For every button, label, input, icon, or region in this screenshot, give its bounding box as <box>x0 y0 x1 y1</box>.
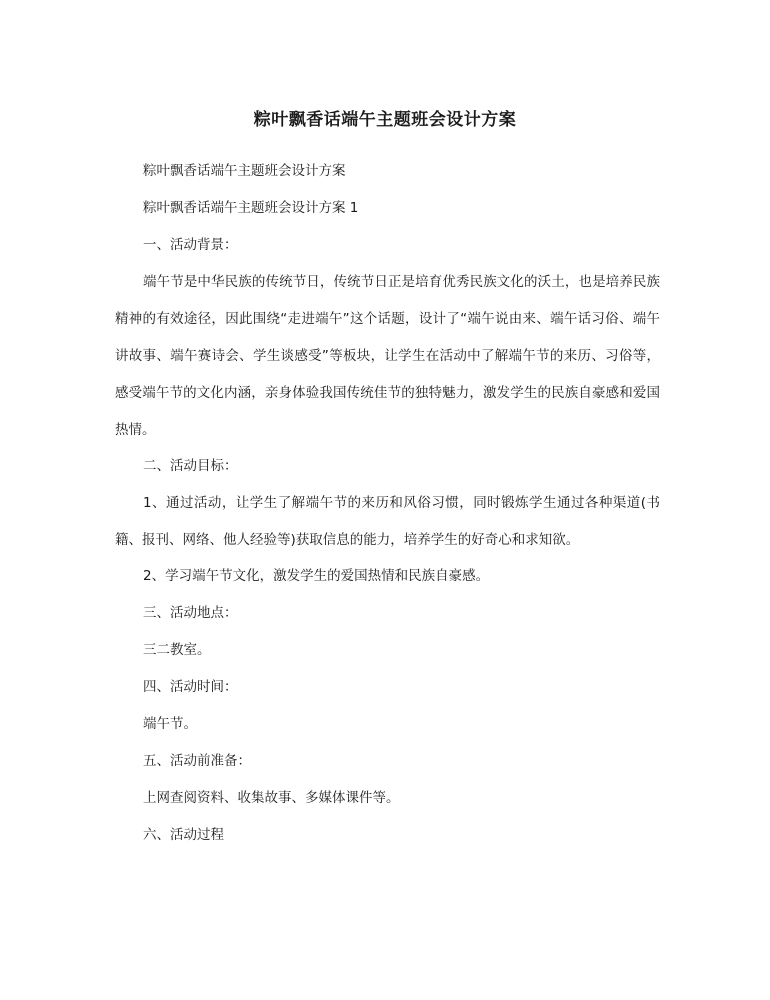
section-heading-preparation: 五、活动前准备： <box>143 753 251 769</box>
paragraph-location: 三二教室。 <box>143 642 211 658</box>
paragraph-plan-heading: 粽叶飘香话端午主题班会设计方案 1 <box>143 200 359 216</box>
paragraph-goal-1: 1、通过活动，让学生了解端午节的来历和风俗习惯，同时锻炼学生通过各种渠道(书籍、报刊、网络、他人经验等)获取信息的能力，培养学生的好奇心和求知欲。 <box>115 495 660 548</box>
section-heading-background: 一、活动背景： <box>143 237 238 253</box>
paragraph-subtitle: 粽叶飘香话端午主题班会设计方案 <box>143 163 346 179</box>
paragraph-time: 端午节。 <box>143 716 197 732</box>
section-heading-goals: 二、活动目标： <box>143 458 238 474</box>
paragraph-preparation: 上网查阅资料、收集故事、多媒体课件等。 <box>143 790 400 806</box>
document-title: 粽叶飘香话端午主题班会设计方案 <box>253 110 517 130</box>
section-heading-process: 六、活动过程 <box>143 827 224 843</box>
paragraph-background: 端午节是中华民族的传统节日，传统节日正是培育优秀民族文化的沃土，也是培养民族精神的有效途径，因此围绕“走进端午”这个话题，设计了“端午说由来、端午话习俗、端午讲故事、端午赛诗会、学生谈感受”等板块，让学生在活动中了解端午节的来历、习俗等，感受端午节的文化内涵，亲身体验我国传统佳节的独特魅力，激发学生的民族自豪感和爱国热情。 <box>115 274 660 438</box>
section-heading-location: 三、活动地点： <box>143 605 238 621</box>
paragraph-goal-2: 2、学习端午节文化，激发学生的爱国热情和民族自豪感。 <box>143 568 490 584</box>
section-heading-time: 四、活动时间： <box>143 679 238 695</box>
document-body <box>115 158 660 859</box>
